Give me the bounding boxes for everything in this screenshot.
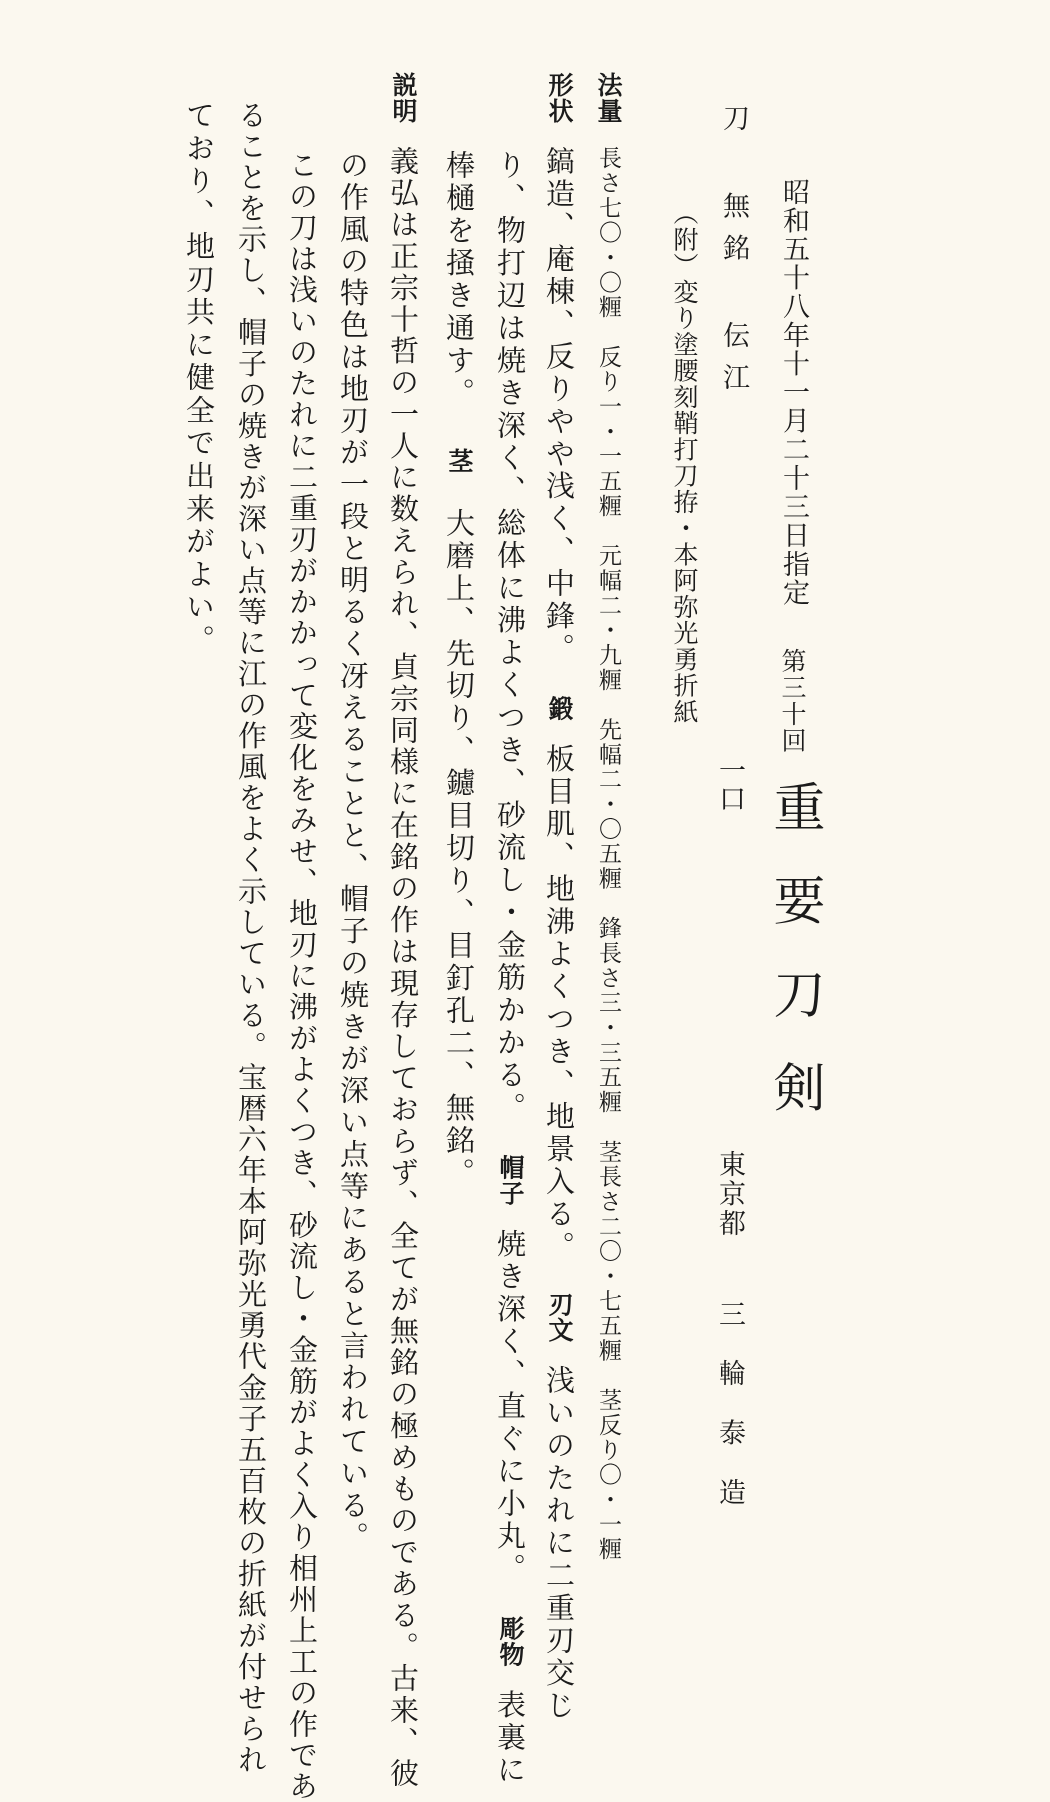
form-text: 鎬造、庵棟、反りやや浅く、中鋒。: [542, 145, 576, 666]
designation-date: 昭和五十八年十一月二十三日指定: [778, 178, 809, 608]
measurements-text: 長さ七〇・〇糎 反り一・一五糎 元幅二・九糎 先幅二・〇五糎 鋒長さ三・三五糎 茎長さ二〇・七五糎 茎反り〇・一糎: [595, 145, 621, 1562]
attachments: （附）変り塗腰刻鞘打刀拵・本阿弥光勇折紙: [670, 200, 699, 725]
description-line: ており、地刃共に健全で出来がよい。: [182, 100, 216, 658]
item-name: 刀 無銘 伝江: [718, 104, 749, 405]
hamon-text-start: 浅いのたれに二重刃交じ: [542, 1365, 576, 1723]
session-number: 第三十回: [778, 648, 807, 754]
description-line: 義弘は正宗十哲の一人に数えられ、貞宗同様に在銘の作は現存しておらず、全てが無銘の極めものである。古来、彼: [386, 145, 420, 1790]
carving-label: 彫物: [496, 1615, 525, 1668]
measurements-row: [596, 72, 621, 1562]
boshi-label: 帽子: [496, 1154, 525, 1207]
boshi-text: 焼き深く、直ぐに小丸。: [493, 1228, 527, 1586]
owner-name: 三輪泰造: [714, 1300, 745, 1538]
description-row-1: [386, 72, 420, 1790]
carving-text-start: 表裏に: [493, 1689, 527, 1787]
carving-text-cont: 棒樋を掻き通す。: [442, 150, 476, 410]
tang-label: 茎: [445, 447, 474, 474]
document-title: 重要刀剣: [764, 780, 824, 1155]
forge-label: 鍛: [545, 695, 574, 722]
owner-location: 東京都: [714, 1150, 745, 1240]
hamon-text-cont: り、物打辺は焼き深く、総体に沸よくつき、砂流し・金筋かかる。: [493, 150, 527, 1125]
description-line: の作風の特色は地刃が一段と明るく冴えることと、帽子の焼きが深い点等にあると言われている。: [336, 150, 370, 1554]
form-row-3: [442, 150, 476, 1190]
forge-text: 板目肌、地沸よくつき、地景入る。: [542, 743, 576, 1264]
description-line: この刀は浅いのたれに二重刃がかかって変化をみせ、地刃に沸がよくつき、砂流し・金筋がよく入り相州上工の作であ: [285, 150, 319, 1802]
hamon-label: 刃文: [545, 1291, 574, 1344]
measurements-label: 法量: [594, 72, 623, 124]
description-label: 説明: [389, 72, 418, 124]
form-row-2: [493, 150, 527, 1787]
form-label: 形状: [545, 72, 574, 124]
form-row: [542, 72, 576, 1723]
item-count: 一口: [714, 756, 745, 814]
description-line: ることを示し、帽子の焼きが深い点等に江の作風をよく示している。宝暦六年本阿弥光勇代金子五百枚の折紙が付せられ: [234, 100, 268, 1776]
tang-text: 大磨上、先切り、鑢目切り、目釘孔二、無銘。: [442, 507, 476, 1190]
